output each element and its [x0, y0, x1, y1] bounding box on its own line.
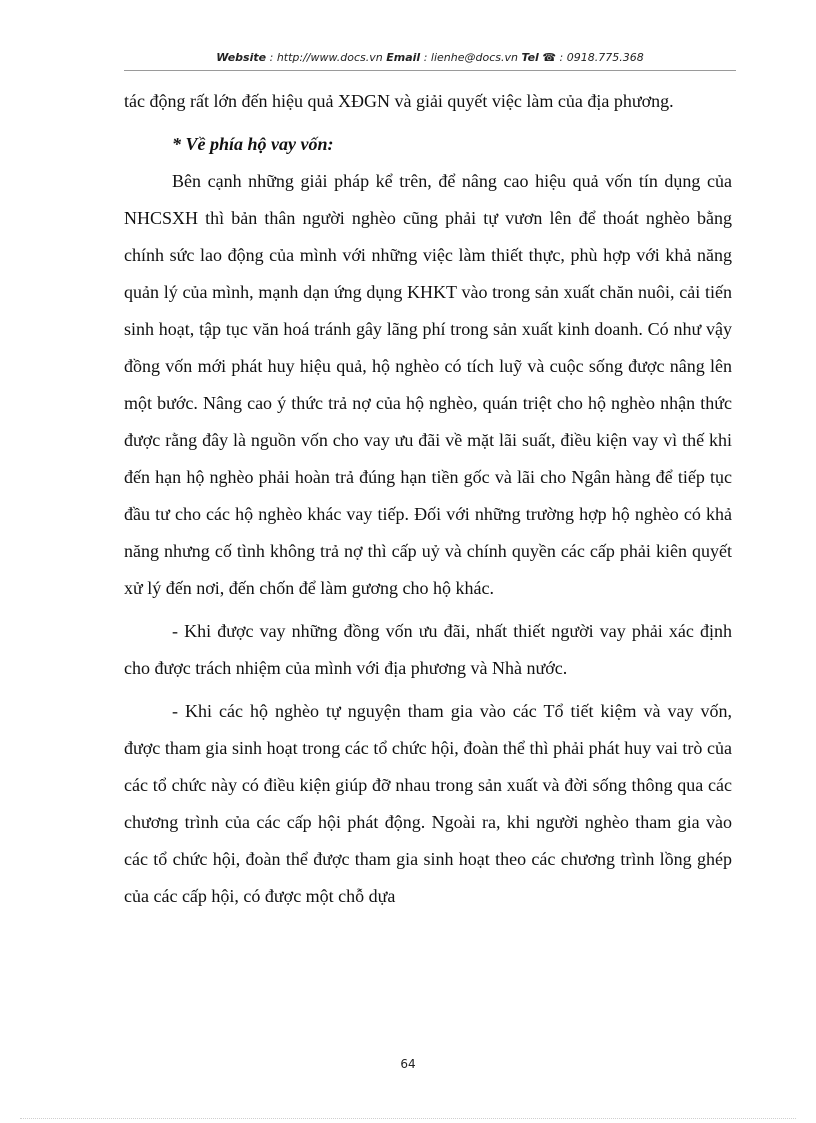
tel-separator: :: [556, 51, 567, 64]
website-separator: :: [266, 51, 277, 64]
website-label: Website: [216, 51, 267, 64]
section-subheading: * Về phía hộ vay vốn:: [172, 134, 334, 154]
document-body: [124, 83, 732, 915]
page-number: 64: [400, 1057, 416, 1071]
email-label: Email: [386, 51, 421, 64]
body-paragraph-1: Bên cạnh những giải pháp kể trên, để nâng cao hiệu quả vốn tín dụng của NHCSXH thì bản thân người nghèo cũng phải tự vươn lên để thoát nghèo bằng chính sức lao động của mình với những việc làm thiết thực, phù hợp với khả năng quản lý của mình, mạnh dạn ứng dụng KHKT vào trong sản xuất chăn nuôi, cải tiến sinh hoạt, tập tục văn hoá tránh gây lãng phí trong sản xuất kinh doanh. Có như vậy đồng vốn mới phát huy hiệu quả, hộ nghèo có tích luỹ và cuộc sống được nâng lên một bước. Nâng cao ý thức trả nợ của hộ nghèo, quán triệt cho hộ nghèo nhận thức được rằng đây là nguồn vốn cho vay ưu đãi về mặt lãi suất, điều kiện vay vì thế khi đến hạn hộ nghèo phải hoàn trả đúng hạn tiền gốc và lãi cho Ngân hàng để tiếp tục đầu tư cho các hộ nghèo khác vay tiếp. Đối với những trường hợp hộ nghèo có khả năng nhưng cố tình không trả nợ thì cấp uỷ và chính quyền các cấp phải kiên quyết xử lý đến nơi, đến chốn để làm gương cho hộ khác.: [124, 171, 732, 598]
header-divider: [124, 70, 736, 71]
page-header: [124, 51, 736, 64]
continuation-paragraph: tác động rất lớn đến hiệu quả XĐGN và giải quyết việc làm của địa phương.: [124, 91, 674, 111]
email-address[interactable]: lienhe@docs.vn: [430, 51, 518, 64]
telephone-icon: ☎: [542, 51, 557, 64]
body-paragraph-3: - Khi các hộ nghèo tự nguyện tham gia vào các Tổ tiết kiệm và vay vốn, được tham gia sinh hoạt trong các tổ chức hội, đoàn thể thì phải phát huy vai trò của các tổ chức này có điều kiện giúp đỡ nhau trong sản xuất và đời sống thông qua các chương trình của các cấp hội phát động. Ngoài ra, khi người nghèo tham gia vào các tổ chức hội, đoàn thể được tham gia sinh hoạt theo các chương trình lồng ghép của các cấp hội, có được một chỗ dựa: [124, 701, 732, 906]
body-paragraph-2: - Khi được vay những đồng vốn ưu đãi, nhất thiết người vay phải xác định cho được trách nhiệm của mình với địa phương và Nhà nước.: [124, 621, 732, 678]
email-separator: :: [420, 51, 431, 64]
tel-number: 0918.775.368: [566, 51, 644, 64]
website-url[interactable]: http://www.docs.vn: [276, 51, 383, 64]
bottom-divider: [20, 1118, 796, 1119]
tel-label: Tel: [521, 51, 539, 64]
